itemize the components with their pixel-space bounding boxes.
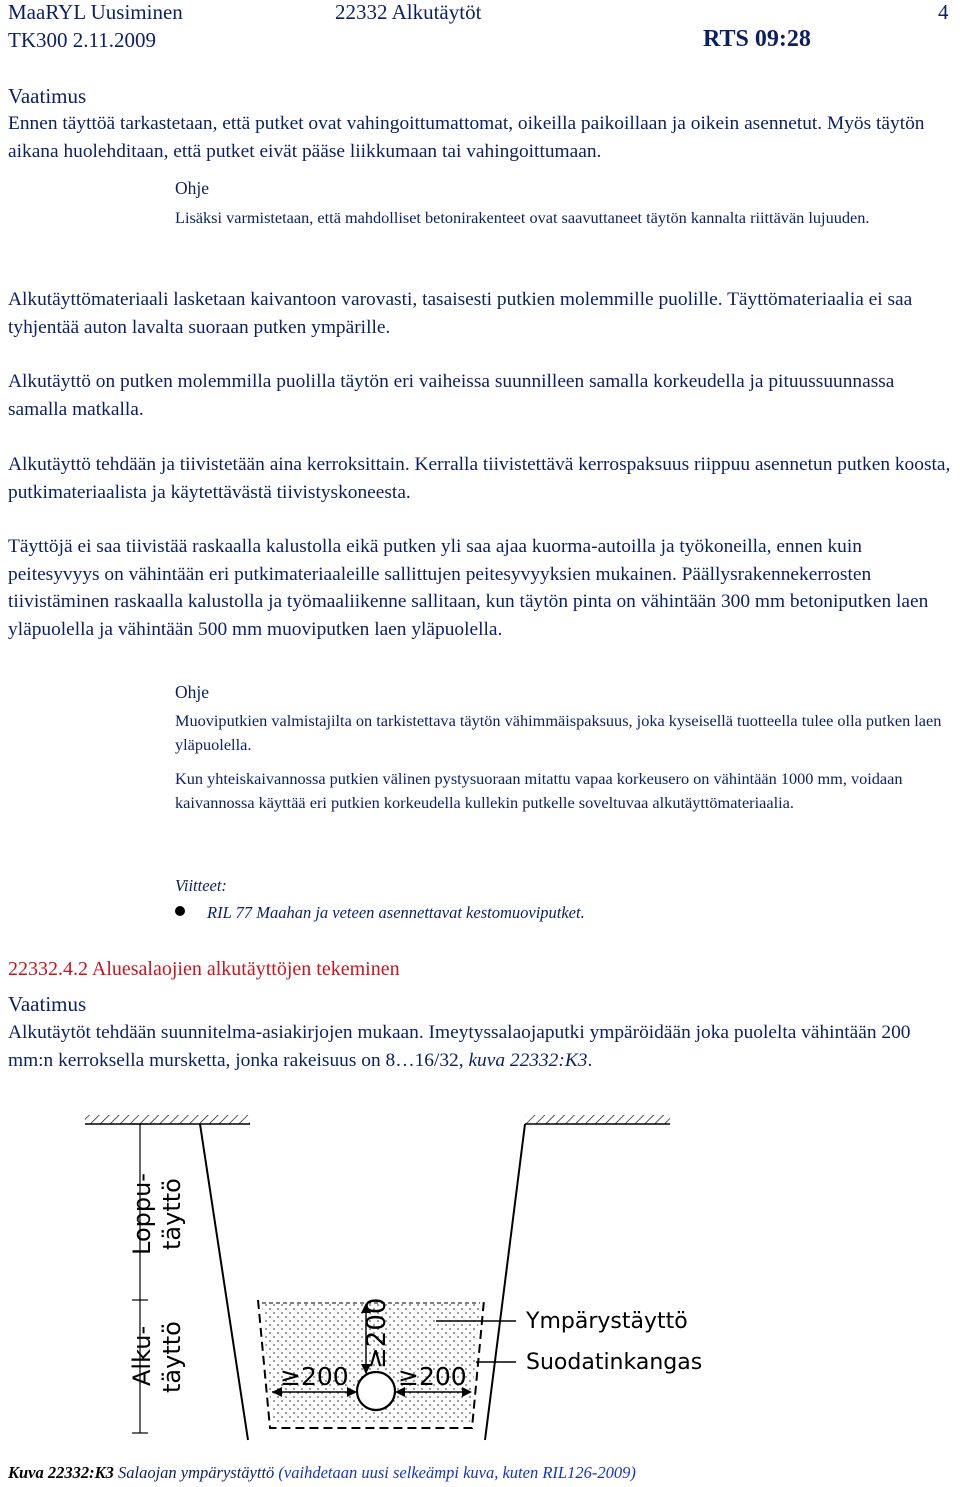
section2-title-vaatimus: Vaatimus [8,992,87,1016]
paragraph-section2-main: Alkutäytöt tehdään suunnitelma-asiakirjojen mukaan. Imeytyssalaojaputki ympäröidään joka puolelta vähintään 200 mm:n kerroksella mursketta, jonka rakeisuus on 8…16/32, [8,1022,911,1071]
ohje2-title: Ohje [175,682,210,702]
paragraph-1: Alkutäyttömateriaali lasketaan kaivantoon varovasti, tasaisesti putkien molemmille puolille. Täyttömateriaalia ei saa tyhjentää auton lavalta suoraan putken ympärille. [8,289,913,338]
caption-text: Salaojan ympärystäyttö [113,1463,279,1482]
subsection-heading: 22332.4.2 Aluesalaojien alkutäyttöjen tekeminen [8,958,400,980]
paragraph-section2 [8,1019,953,1074]
ground-hatch-left [85,1115,250,1124]
ground-hatch-right [525,1115,670,1124]
figure-reference: kuva 22332:K3 [468,1049,588,1071]
reference-text: RIL 77 Maahan ja veteen asennettavat kestomuoviputket. [207,903,585,922]
header-chapter: 22332 Alkutäytöt [335,0,482,24]
label-ymparystaytto: Ympärystäyttö [526,1309,688,1334]
paragraph-3: Alkutäyttö tehdään ja tiivistetään aina kerroksittain. Kerralla tiivistettävä kerrospaksuus riippuu asennetun putken koosta, putkimateriaalista ja käytettävästä tiivistyskoneesta. [8,454,951,503]
header-publication: MaaRYL Uusiminen [8,0,183,24]
ohje-text: Lisäksi varmistetaan, että mahdolliset betonirakenteet ovat saavuttaneet täytön kannalta riittävän lujuuden. [175,208,870,227]
bullet-icon [175,906,185,916]
figure-caption [8,1463,636,1483]
ohje2-text-2: Kun yhteiskaivannossa putkien välinen pystysuoraan mitattu vapaa korkeusero on vähintään 1000 mm, voidaan kaivannossa käyttää eri putkien korkeudella kullekin putkelle soveltuvaa alkutäyttömateriaalia. [175,769,903,812]
trench-diagram [0,1095,960,1450]
paragraph-4: Täyttöjä ei saa tiivistää raskaalla kalustolla eikä putken yli saa ajaa kuorma-autoilla ja työkoneilla, ennen kuin peitesyvyys on vähintään eri putkimateriaaleille sallittujen peitesyvyyksien mukainen. Päällysrakennekerrosten tiivistäminen raskaalla kalustolla ja työmaaliikenne sallitaan, kun täytön pinta on vähintään 300 mm betoniputken laen yläpuolella ja vähintään 500 mm muoviputken laen yläpuolella. [8,536,929,640]
header-page-number: 4 [938,0,949,24]
label-lopputaytto-1: Loppu- [128,1173,156,1255]
label-alkutaytto-2: täyttö [158,1321,186,1393]
dim-label-right: ≥200 [398,1362,467,1391]
paragraph-2: Alkutäyttö on putken molemmilla puolilla täytön eri vaiheissa suunnilleen samalla korkeudella ja pituussuunnassa samalla matkalla. [8,371,895,420]
caption-label: Kuva 22332:K3 [8,1463,114,1482]
header-date: TK300 2.11.2009 [8,28,156,52]
section-title-vaatimus: Vaatimus [8,84,87,108]
trench-wall-right [485,1124,525,1440]
reference-item [175,903,585,923]
dim-label-vertical: ≥200 [362,1297,392,1369]
paragraph-requirement: Ennen täyttöä tarkastetaan, että putket ovat vahingoittumattomat, oikeilla paikoillaan ja oikein asennetut. Myös täytön aikana huolehditaan, että putket eivät pääse liikkumaan tai vahingoittumaan. [8,113,925,162]
references-title: Viitteet: [175,876,227,895]
paragraph-section2-end: . [587,1049,593,1071]
caption-note: (vaihdetaan uusi selkeämpi kuva, kuten RIL126-2009) [278,1463,636,1482]
dim-label-left: ≥200 [280,1362,349,1391]
label-lopputaytto-2: täyttö [158,1178,186,1250]
trench-wall-left [200,1124,248,1440]
drain-pipe [357,1372,395,1410]
label-alkutaytto-1: Alku- [128,1325,156,1386]
header-rts-code: RTS 09:28 [703,26,811,52]
ohje2-text-1: Muoviputkien valmistajilta on tarkistettava täytön vähimmäispaksuus, joka kyseisellä tuotteella tulee olla putken laen yläpuolella. [175,711,942,754]
label-suodatinkangas: Suodatinkangas [526,1350,703,1375]
ohje-title: Ohje [175,178,210,198]
